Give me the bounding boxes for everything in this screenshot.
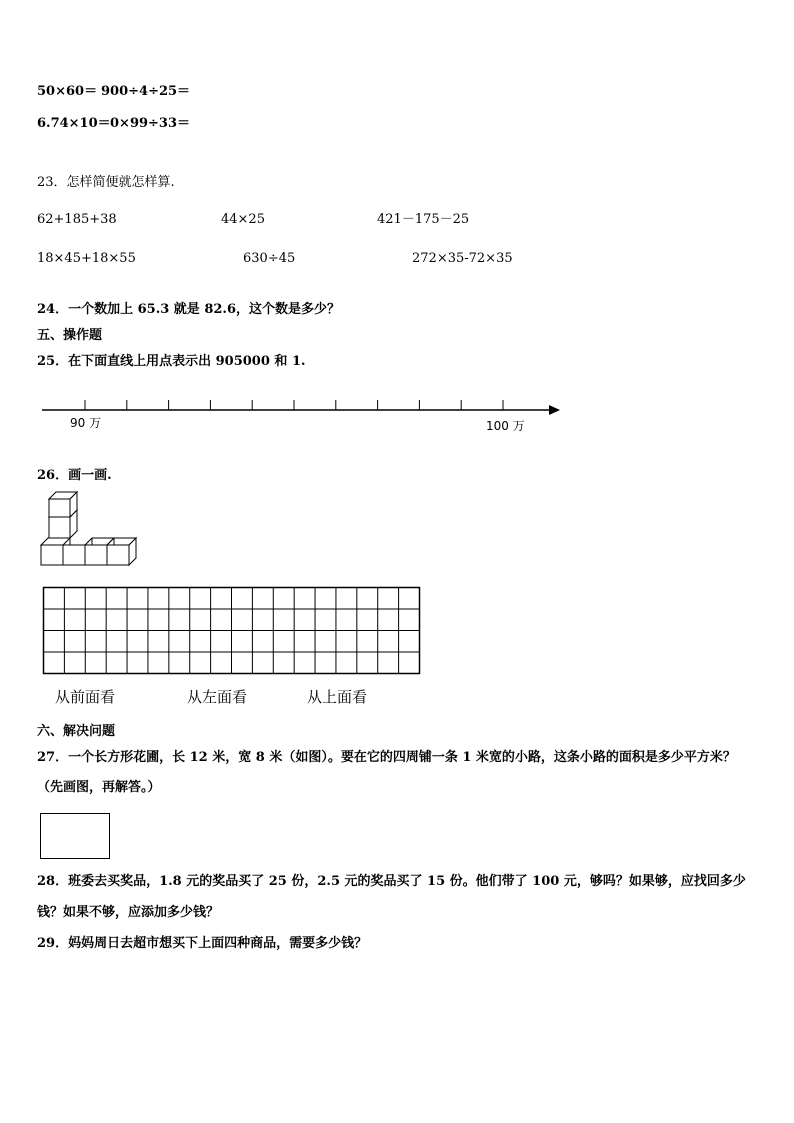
view-label-left: 从左面看 <box>187 688 248 706</box>
section6-title: 六、解决问题 <box>37 724 116 739</box>
q29-text: 29．妈妈周日去超市想买下上面四种商品，需要多少钱？ <box>37 936 368 951</box>
view-label-top: 从上面看 <box>307 688 368 706</box>
q23-item-4: 18×45+18×55 <box>37 251 136 266</box>
view-label-front: 从前面看 <box>55 688 116 706</box>
q27-note: （先画图，再解答。） <box>37 780 161 795</box>
q23-title: 23．怎样简便就怎样算. <box>37 175 175 190</box>
q23-item-6: 272×35-72×35 <box>412 251 513 266</box>
cube-figure <box>38 497 178 577</box>
number-line-right-label: 100 万 <box>486 419 525 433</box>
grid-paper <box>43 587 427 677</box>
q27-text: 27．一个长方形花圃，长 12 米，宽 8 米（如图）。要在它的四周铺一条 1 米宽的小路，这条小路的面积是多少平方米？ <box>37 750 736 765</box>
q28-line-1: 28．班委去买奖品，1.8 元的奖品买了 25 份，2.5 元的奖品买了 15 份。他们带了 100 元，够吗？如果够，应找回多少 <box>37 874 746 889</box>
q24-text: 24．一个数加上 65.3 就是 82.6，这个数是多少？ <box>37 302 340 317</box>
q23-item-5: 630÷45 <box>243 251 296 266</box>
q26-text: 26．画一画. <box>37 468 112 483</box>
calc-2b: 0×99÷33＝ <box>110 116 191 131</box>
q23-item-1: 62+185+38 <box>37 212 117 227</box>
calc-1a: 50×60＝ <box>37 84 98 99</box>
q23-item-3: 421－175－25 <box>377 212 470 227</box>
rectangle-figure <box>40 813 110 859</box>
number-line <box>0 392 794 452</box>
q25-text: 25．在下面直线上用点表示出 905000 和 1. <box>37 354 306 369</box>
calc-1b: 900÷4÷25＝ <box>101 84 191 99</box>
q23-item-2: 44×25 <box>221 212 265 227</box>
q28-line-2: 钱？如果不够，应添加多少钱？ <box>37 905 220 920</box>
calc-2a: 6.74×10＝ <box>37 116 111 131</box>
section5-title: 五、操作题 <box>37 328 103 343</box>
number-line-left-label: 90 万 <box>70 416 102 430</box>
